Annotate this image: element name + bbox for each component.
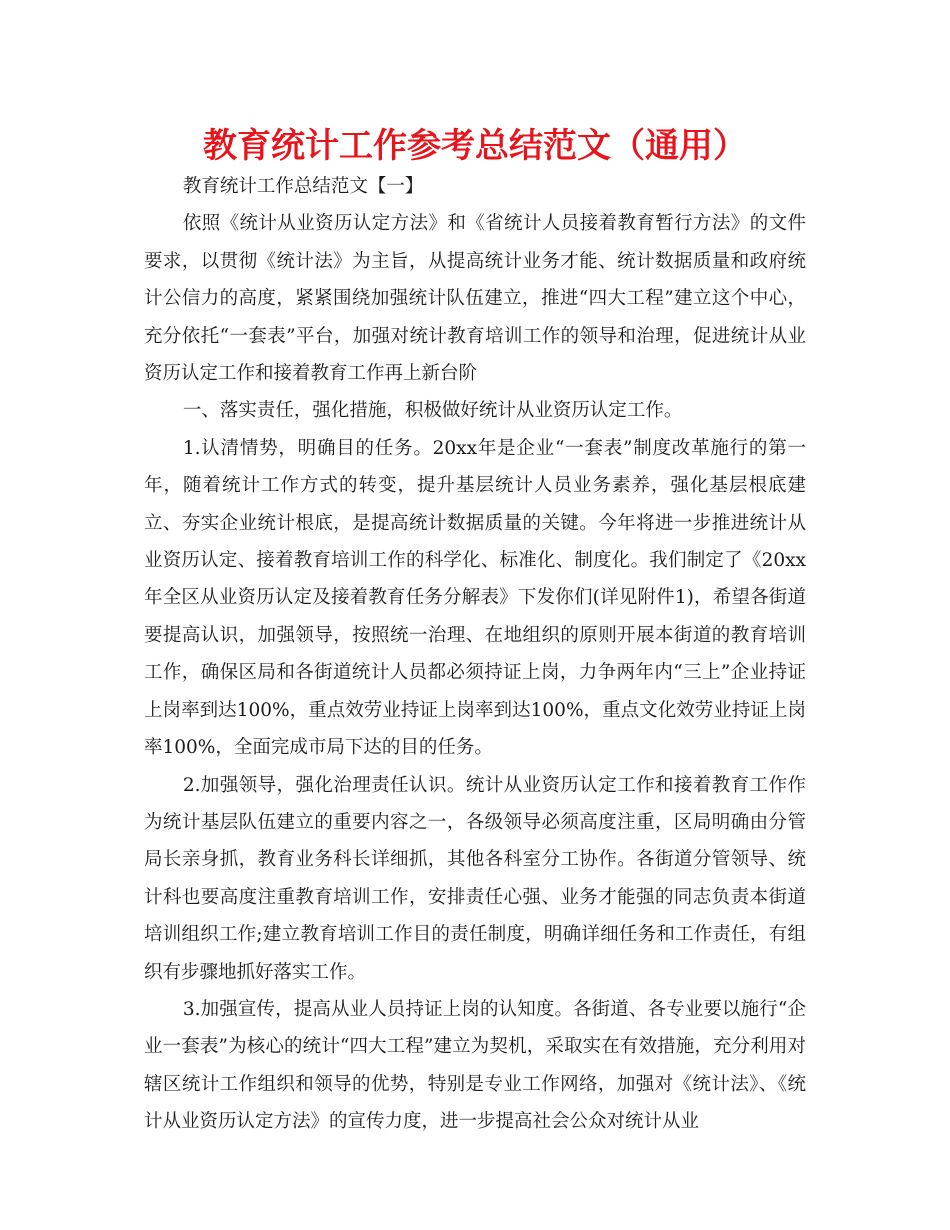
paragraph-item-3: 3.加强宣传，提高从业人员持证上岗的认知度。各街道、各专业要以施行“企业一套表”为核心的统计“四大工程”建立为契机，采取实在有效措施，充分利用对辖区统计工作组织和领导的优势，特别是专业工作网络，加强对《统计法》、《统计从业资历认定方法》的宣传力度，进一步提高社会公众对统计从业	[144, 998, 806, 1133]
intro-paragraph: 依照《统计从业资历认定方法》和《省统计人员接着教育暂行方法》的文件要求，以贯彻《统计法》为主旨，从提高统计业务才能、统计数据质量和政府统计公信力的高度，紧紧围绕加强统计队伍建立，推进“四大工程”建立这个中心，充分依托“一套表”平台，加强对统计教育培训工作的领导和治理，促进统计从业资历认定工作和接着教育工作再上新台阶	[144, 213, 806, 385]
document-title: 教育统计工作参考总结范文（通用）	[203, 126, 747, 166]
document-body	[144, 168, 806, 1141]
subsection-heading: 一、落实责任，强化措施，积极做好统计从业资历认定工作。	[182, 400, 683, 422]
paragraph-item-1: 1.认清情势，明确目的任务。20xx年是企业“一套表”制度改革施行的第一年，随着统计工作方式的转变，提升基层统计人员业务素养，强化基层根底建立、夯实企业统计根底，是提高统计数据质量的关键。今年将进一步推进统计从业资历认定、接着教育培训工作的科学化、标准化、制度化。我们制定了《20xx年全区从业资历认定及接着教育任务分解表》下发你们(详见附件1)，希望各街道要提高认识，加强领导，按照统一治理、在地组织的原则开展本街道的教育培训工作，确保区局和各街道统计人员都必须持证上岗，力争两年内“三上”企业持证上岗率到达100%，重点效劳业持证上岗率到达100%，重点文化效劳业持证上岗率100%，全面完成市局下达的目的任务。	[144, 437, 806, 759]
section-heading: 教育统计工作总结范文【一】	[182, 176, 424, 197]
paragraph-item-2: 2.加强领导，强化治理责任认识。统计从业资历认定工作和接着教育工作作为统计基层队伍建立的重要内容之一，各级领导必须高度注重，区局明确由分管局长亲身抓，教育业务科长详细抓，其他各科室分工协作。各街道分管领导、统计科也要高度注重教育培训工作，安排责任心强、业务才能强的同志负责本街道培训组织工作;建立教育培训工作目的责任制度，明确详细任务和工作责任，有组织有步骤地抓好落实工作。	[144, 774, 806, 983]
